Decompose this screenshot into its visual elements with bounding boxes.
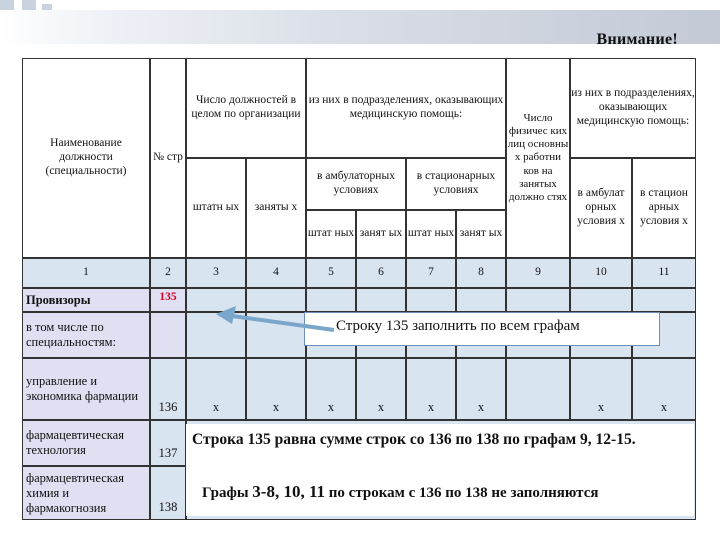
header-persons: Число физичес ких лиц основны х работни ков на занятых должно стях	[506, 58, 570, 258]
row-135-c11[interactable]	[632, 288, 696, 312]
row-136-c7: x	[406, 358, 456, 420]
header-name	[22, 58, 150, 258]
row-135-c6[interactable]	[356, 288, 406, 312]
row-135-c9[interactable]	[506, 288, 570, 312]
col-number-9: 9	[506, 258, 570, 288]
row-135-c8[interactable]	[456, 288, 506, 312]
row-136-no: 136	[150, 358, 186, 420]
callout-sum-rule: Строка 135 равна сумме строк со 136 по 138 по графам 9, 12-15.	[192, 431, 636, 448]
col-number-4: 4	[246, 258, 306, 288]
row-in-that-c3	[186, 312, 246, 358]
header-persons-sub: из них в подразделениях, оказывающих медицинскую помощь:	[570, 58, 696, 158]
header-stationary: в стационарных условиях	[406, 158, 506, 210]
row-137-name: фармацевтическая технология	[22, 420, 150, 466]
col-number-10: 10	[570, 258, 632, 288]
row-136-c4: x	[246, 358, 306, 420]
header-ambulatory: в амбулаторных условиях	[306, 158, 406, 210]
row-135-name: Провизоры	[22, 288, 150, 312]
row-in-that-name: в том числе по специальностям:	[22, 312, 150, 358]
header-stat-occupied: занят ых	[456, 210, 506, 258]
row-136-c3: x	[186, 358, 246, 420]
col-number-1: 1	[22, 258, 150, 288]
row-137-no: 137	[150, 420, 186, 466]
row-in-that-no	[150, 312, 186, 358]
row-136-c9[interactable]	[506, 358, 570, 420]
row-136-c11: x	[632, 358, 696, 420]
callout-fill-row-text: Строку 135 заполнить по всем графам	[336, 318, 580, 334]
header-persons-stat: в стацион арных условия х	[632, 158, 696, 258]
row-136-c6: x	[356, 358, 406, 420]
header-subdivisions: из них в подразделениях, оказывающих медицинскую помощь:	[306, 58, 506, 158]
row-135-c4[interactable]	[246, 288, 306, 312]
header-persons-amb: в амбулат орных условия х	[570, 158, 632, 258]
col-number-8: 8	[456, 258, 506, 288]
row-136-c5: x	[306, 358, 356, 420]
row-136-c10: x	[570, 358, 632, 420]
row-135-c5[interactable]	[306, 288, 356, 312]
row-135-c3[interactable]	[186, 288, 246, 312]
col-number-3: 3	[186, 258, 246, 288]
page-title: Внимание!	[596, 31, 678, 48]
header-name-text: Наименование должности (специальности)	[45, 137, 127, 177]
header-occupied: заняты х	[246, 158, 306, 258]
row-136-c8: x	[456, 358, 506, 420]
header-row-no: № стр	[150, 58, 186, 258]
row-in-that-c4	[246, 312, 306, 358]
col-number-5: 5	[306, 258, 356, 288]
row-138-name: фармацевтическая химия и фармакогнозия	[22, 466, 150, 520]
col-number-7: 7	[406, 258, 456, 288]
header-staff: штатн ых	[186, 158, 246, 258]
row-136-name: управление и экономика фармации	[22, 358, 150, 420]
callout-columns-rule: Графы 3-8, 10, 11 по строкам с 136 по 138 не заполняются	[202, 482, 599, 501]
header-amb-occupied: занят ых	[356, 210, 406, 258]
col-number-2: 2	[150, 258, 186, 288]
col-number-11: 11	[632, 258, 696, 288]
row-138-no: 138	[150, 466, 186, 520]
header-stat-staff: штат ных	[406, 210, 456, 258]
row-135-c7[interactable]	[406, 288, 456, 312]
col-number-6: 6	[356, 258, 406, 288]
header-amb-staff: штат ных	[306, 210, 356, 258]
row-135-no: 135	[150, 288, 186, 312]
header-positions-org: Число должностей в целом по организации	[186, 58, 306, 158]
row-135-c10[interactable]	[570, 288, 632, 312]
